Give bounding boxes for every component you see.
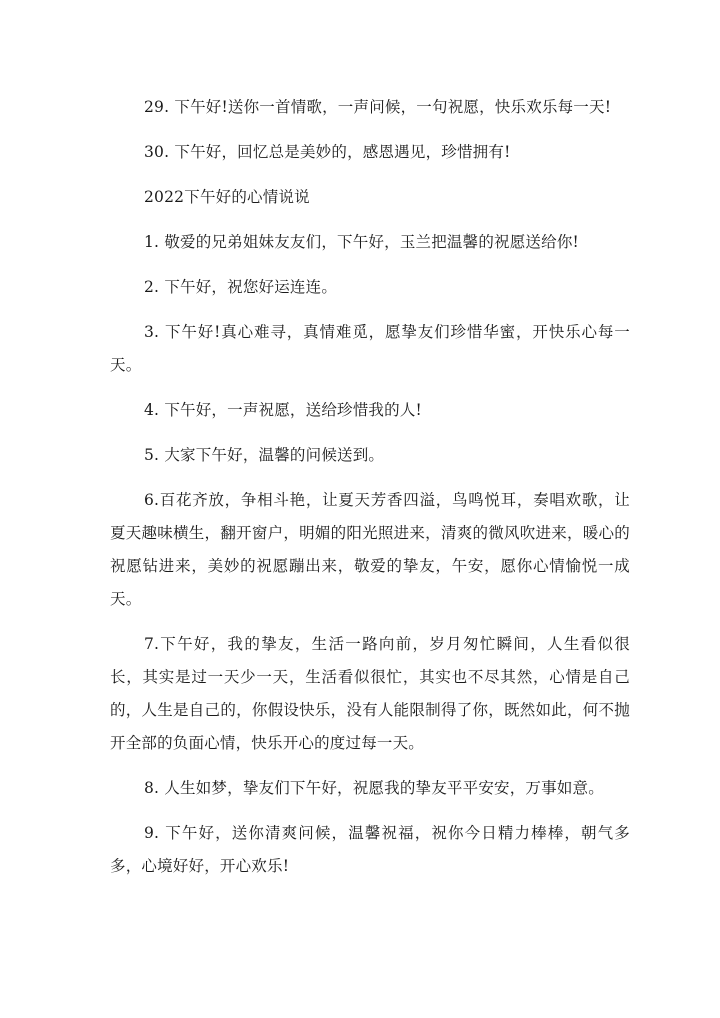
paragraph-4: 4. 下午好，一声祝愿，送给珍惜我的人! [144, 401, 422, 419]
paragraph-8: 8. 人生如梦，挚友们下午好，祝愿我的挚友平平安安，万事如意。 [144, 779, 604, 797]
paragraph-29: 29. 下午好!送你一首情歌，一声问候，一句祝愿，快乐欢乐每一天! [144, 98, 612, 116]
document-page [110, 91, 630, 895]
paragraph-3: 3. 下午好!真心难寻，真情难觅，愿挚友们珍惜华蜜，开快乐心每一天。 [110, 323, 630, 374]
paragraph-9: 9. 下午好，送你清爽问候，温馨祝福，祝你今日精力棒棒，朝气多多，心境好好，开心欢乐! [110, 824, 630, 875]
paragraph-2: 2. 下午好，祝您好运连连。 [144, 278, 338, 296]
paragraph-5: 5. 大家下午好，温馨的问候送到。 [144, 446, 385, 464]
paragraph-6: 6.百花齐放，争相斗艳，让夏天芳香四溢，鸟鸣悦耳，奏唱欢歌，让夏天趣味横生，翻开窗户，明媚的阳光照进来，清爽的微风吹进来，暖心的祝愿钻进来，美妙的祝愿蹦出来，敬爱的挚友，午安，愿你心情愉悦一成天。 [110, 491, 630, 608]
paragraph-7: 7.下午好，我的挚友，生活一路向前，岁月匆忙瞬间，人生看似很长，其实是过一天少一天，生活看似很忙，其实也不尽其然，心情是自己的，人生是自己的，你假设快乐，没有人能限制得了你，既然如此，何不抛开全部的负面心情，快乐开心的度过每一天。 [110, 635, 630, 752]
paragraph-30: 30. 下午好，回忆总是美妙的，感恩遇见，珍惜拥有! [144, 143, 511, 161]
section-heading: 2022下午好的心情说说 [144, 188, 310, 206]
paragraph-1: 1. 敬爱的兄弟姐妹友友们，下午好，玉兰把温馨的祝愿送给你! [144, 233, 579, 251]
